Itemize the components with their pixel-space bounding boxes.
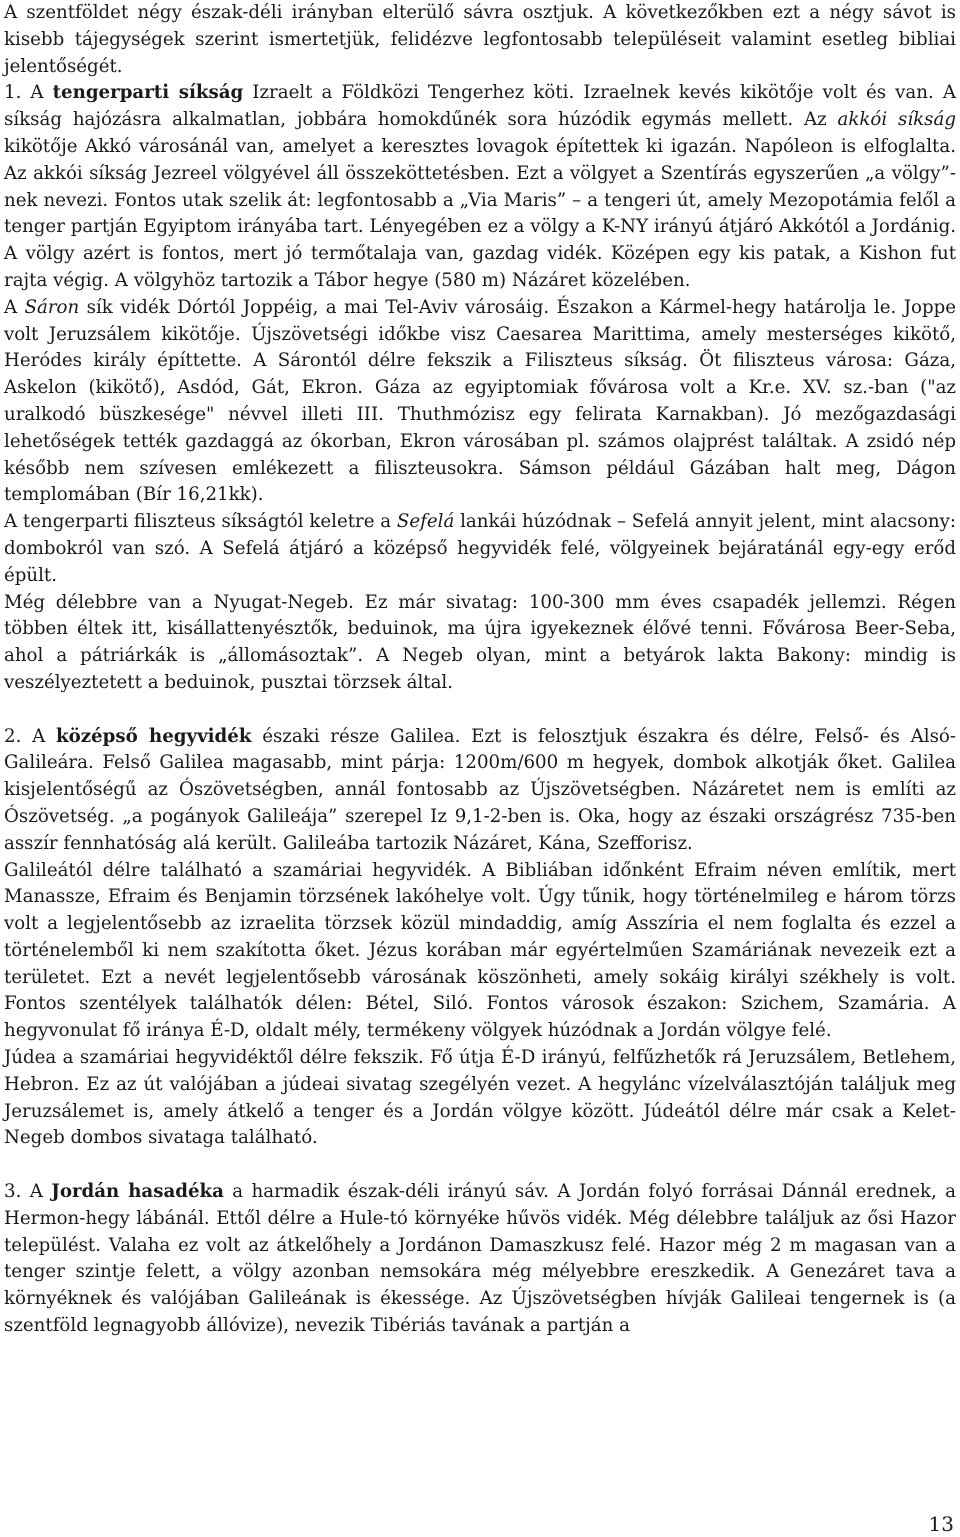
section-2-text: északi része Galilea. Ezt is felosztjuk északra és délre, Felső- és Alsó-Galileára. Felső Galilea magasabb, mint párja: 1200m/600 m hegyek, dombok alkotják őket. Galilea kisjelentőségű az Ószövetségben, annál fontosabb az Újszövetségben. Názáretet nem is említi az Ószövetség. „a pogányok Galileája” szerepel Iz 9,1-2-ben is. Oka, hogy az északi országrész 735-ben asszír fennhatóság alá került. Galileába tartozik Názáret, Kána, Szefforisz. bbox=[4, 725, 956, 854]
paragraph-gap bbox=[4, 697, 956, 724]
document-body bbox=[4, 0, 956, 1340]
section-1-heading: tengerparti síkság bbox=[52, 82, 244, 104]
section-2-paragraph bbox=[4, 724, 956, 858]
akko-plain-term: akkói síkság bbox=[837, 109, 956, 131]
page-number: 13 bbox=[928, 1512, 954, 1536]
section-3-text: a harmadik észak-déli irányú sáv. A Jordán folyó forrásai Dánnál erednek, a Hermon-hegy lábánál. Ettől délre a Hule-tó környéke hűvös vidék. Még délebbre találjuk az ősi Hazor települést. Valaha ez volt az átkelőhely a Jordánon Damaszkusz felé. Hazor még 2 m magasan van a tenger szintje felett, a völgy azonban nemsokára még mélyebbre ereszkedik. A Genezáret tava a környéknek és valójában Galileának is ékessége. Az Újszövetségben hívják Galileai tengernek is (a szentföld legnagyobb állóvize), nevezik Tibériás tavának a partján a bbox=[4, 1181, 956, 1337]
section-2-number: 2. A bbox=[4, 725, 56, 747]
sefela-paragraph bbox=[4, 509, 956, 589]
section-1-number: 1. A bbox=[4, 82, 53, 104]
intro-paragraph: A szentföldet négy észak-déli irányban elterülő sávra osztjuk. A következőkben ezt a négy sávot is kisebb tájegységek szerint ismertetjük, felidézve legfontosabb településeit valamint esetleg bibliai jelentőségét. bbox=[4, 2, 956, 77]
judea-paragraph: Júdea a szamáriai hegyvidéktől délre fekszik. Fő útja É-D irányú, felfűzhetők rá Jeruzsálem, Betlehem, Hebron. Ez az út valójában a júdeai sivatag szegélyén vezet. A hegylánc vízelválasztóján találjuk meg Jeruzsálemet is, amely átkelő a tenger és a Jordán völgye között. Júdeától délre már csak a Kelet-Negeb dombos sivataga található. bbox=[4, 1047, 956, 1149]
sefela-term: Sefelá bbox=[396, 511, 455, 533]
negeb-paragraph: Még délebbre van a Nyugat-Negeb. Ez már sivatag: 100-300 mm éves csapadék jellemzi. Régen többen éltek itt, kisállattenyésztők, beduinok, ma újra igyekeznek élővé tenni. Fővárosa Beer-Seba, ahol a pátriárkák is „állomásoztak”. A Negeb olyan, mint a betyárok lakta Bakony: mindig is veszélyeztetett a beduinok, pusztai törzsek által. bbox=[4, 591, 956, 693]
sefela-text-a: A tengerparti filiszteus síkságtól keletre a bbox=[4, 511, 397, 533]
section-1-text-a: Izraelt a Földközi Tengerhez köti. Izraelnek kevés kikötője volt és van. A síkság hajózásra alkalmatlan, jobbára homokdűnék sora húzódik egymás mellett. Az bbox=[4, 82, 956, 131]
saron-text-b: sík vidék Dórtól Joppéig, a mai Tel-Aviv városáig. Északon a Kármel-hegy határolja le. Joppe volt Jeruzsálem kikötője. Újszövetségi időkbe visz Caesarea Marittima, amely mesterséges kikötő, Heródes király építtette. A Sárontól délre fekszik a Filiszteus síkság. Öt filiszteus városa: Gáza, Askelon (kikötő), Asdód, Gát, Ekron. Gáza az egyiptomiak fővárosa volt a Kr.e. XV. sz.-ban ("az uralkodó büszkesége" névvel illeti III. Thuthmózisz egy felirata Karnakban). Jó mezőgazdasági lehetőségek tették gazdaggá az ókorban, Ekron városában pl. számos olajprést találtak. A zsidó nép később nem szívesen emlékezett a filiszteusokra. Sámson például Gázában halt meg, Dágon templomában (Bír 16,21kk). bbox=[4, 296, 956, 506]
sefela-text-b: lankái húzódnak – Sefelá annyit jelent, mint alacsony: dombokról van szó. A Sefelá átjáró a középső hegyvidék felé, völgyeinek bejáratánál egy-egy erőd épült. bbox=[4, 511, 956, 586]
saron-term: Sáron bbox=[24, 296, 80, 318]
section-3-heading: Jordán hasadéka bbox=[51, 1181, 224, 1203]
paragraph-gap bbox=[4, 1152, 956, 1179]
section-1-text-b: kikötője Akkó városánál van, amelyet a keresztes lovagok építettek ki igazán. Napóleon is elfoglalta. Az akkói síkság Jezreel völgyével áll összeköttetésben. Ezt a völgyet a Szentírás egyszerűen „a völgy”-nek nevezi. Fontos utak szelik át: legfontosabb a „Via Maris” – a tengeri út, amely Mezopotámia felől a tenger partján Egyiptom irányába tart. Lényegében ez a völgy a K-NY irányú átjáró Akkótól a Jordánig. A völgy azért is fontos, mert jó termőtalaja van, gazdag vidék. Középen egy kis patak, a Kishon fut rajta végig. A völgyhöz tartozik a Tábor hegye (580 m) Názáret közelében. bbox=[4, 135, 956, 291]
section-3-paragraph bbox=[4, 1179, 956, 1340]
section-1-paragraph bbox=[4, 80, 956, 294]
section-3-number: 3. A bbox=[4, 1181, 52, 1203]
saron-text-a: A bbox=[4, 296, 25, 318]
section-2-heading: középső hegyvidék bbox=[55, 725, 252, 747]
saron-paragraph bbox=[4, 295, 956, 509]
samaria-paragraph: Galileától délre található a szamáriai hegyvidék. A Bibliában időnként Efraim néven említik, mert Manassze, Efraim és Benjamin törzsének lakóhelye volt. Úgy tűnik, hogy történelmileg e három törzs volt a legjelentősebb az izraelita törzsek közül mindaddig, amíg Asszíria el nem foglalta és ezzel a történelemből ki nem szakította őket. Jézus korában már egyértelműen Szamáriának nevezeik ezt a területet. Ezt a nevét legjelentősebb városának köszönheti, amely sokáig királyi székhely is volt. Fontos szentélyek találhatók délen: Bétel, Siló. Fontos városok északon: Szichem, Szamária. A hegyvonulat fő iránya É-D, oldalt mély, termékeny völgyek húzódnak a Jordán völgye felé. bbox=[4, 859, 956, 1042]
